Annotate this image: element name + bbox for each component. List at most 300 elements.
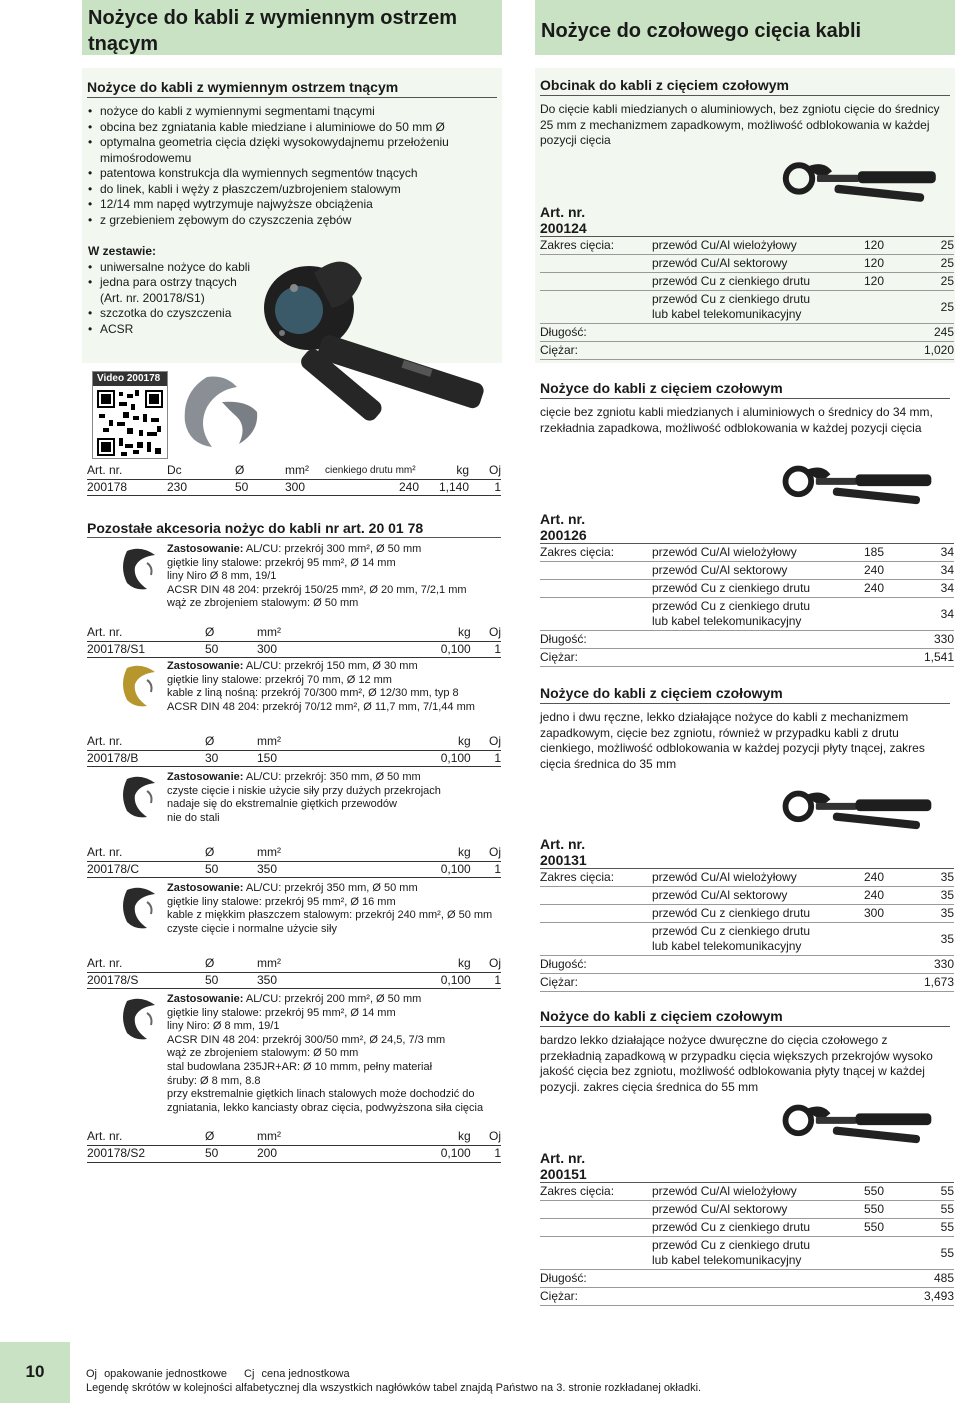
spec-cell: Ciężar: [540,1288,652,1306]
spec-row [540,324,954,342]
accessory-line: śruby: Ø 8 mm, 8.8 [167,1074,261,1087]
spec-cell: 550 [824,1183,884,1201]
left-banner: Nożyce do kabli z wymiennym ostrzem tnącym [82,0,502,55]
front-cutter-image [775,451,950,513]
accessory-line: Zastosowanie: AL/CU: przekrój 350 mm, Ø 50 mm [167,882,418,894]
accessory-row [87,861,501,878]
cj-abbr: Cj [244,1368,255,1380]
accessory-cell: 30 [205,750,257,767]
spec-cell: 34 [884,544,954,562]
spec-cell: 3,493 [884,1288,954,1306]
spec-cell: przewód Cu z cienkiego drutu [652,273,824,291]
spec-row [540,956,954,974]
spec-cell [540,562,652,580]
spec-row [540,1201,954,1219]
spec-cell [824,923,884,956]
accessory-header-cell: Ø [205,956,257,972]
spec-row [540,1237,954,1270]
spec-cell: 25 [884,291,954,324]
accessory-row [87,972,501,989]
spec-cell [540,887,652,905]
accessory-line: kable z liną nośną: przekrój 70/300 mm², Ø 12/30 mm, typ 8 [167,687,459,700]
accessory-line: giętkie liny stalowe: przekrój 95 mm², Ø 14 mm [167,1006,396,1019]
spec-row [540,342,954,360]
spec-cell: przewód Cu z cienkiego drutu lub kabel telekomunikacyjny [652,291,824,324]
feature-item: • z grzebieniem zębowym do czyszczenia zębów [88,213,502,229]
accessory-row [87,641,501,658]
art-number-block [540,204,954,360]
accessory-line: Zastosowanie: AL/CU: przekrój 150 mm, Ø 30 mm [167,660,418,672]
accessory-header-cell: Art. nr. [87,956,205,972]
accessory-line: zgniatania, lekko kanciasty obraz cięcia, podwyższona siła cięcia [167,1101,484,1114]
accessory-description [167,993,501,1115]
front-cutter-image [775,1090,950,1152]
spec-cell: 1,541 [884,649,954,667]
blade-icon [117,773,165,821]
accessory-line: wąż ze zbrojeniem stalowym: Ø 50 mm [167,597,359,610]
spec-cell: Długość: [540,1270,652,1288]
kit-item: • uniwersalne nożyce do kabli [88,260,252,276]
spec-table [540,237,954,360]
spec-cell: Zakres cięcia: [540,869,652,887]
art-number-block [540,1150,954,1306]
main-product-table [87,463,501,496]
accessory-header-cell: mm² [257,845,395,861]
accessory-header-cell: Art. nr. [87,845,205,861]
accessory-cell: 50 [205,972,257,989]
spec-cell: 120 [824,255,884,273]
accessory-header-cell: Ø [205,1129,257,1145]
accessory-cell: 1 [471,641,501,658]
spec-cell: 35 [884,923,954,956]
spec-cell [652,974,824,992]
spec-cell: przewód Cu z cienkiego drutu lub kabel telekomunikacyjny [652,598,824,631]
accessory-line: giętkie liny stalowe: przekrój 95 mm², Ø 14 mm [167,556,396,569]
accessory-description [167,771,501,825]
accessory-table [87,1129,501,1162]
accessory-header-cell: Oj [471,956,501,972]
spec-cell: 240 [824,562,884,580]
left-section-title: Nożyce do kabli z wymiennym ostrzem tnącym [87,78,497,98]
spec-cell: Zakres cięcia: [540,544,652,562]
spec-cell [540,580,652,598]
left-intro-block [82,68,502,363]
spec-row [540,923,954,956]
accessory-cell: 1 [471,1145,501,1162]
oj-abbr: Oj [86,1368,97,1380]
art-label: Art. nr. [540,204,586,220]
accessory-image [117,995,165,1048]
accessory-header-cell: Ø [205,625,257,641]
accessory-cell: 0,100 [395,1145,471,1162]
spec-cell: 240 [824,887,884,905]
spec-cell: 55 [884,1201,954,1219]
footer-legend: Legendę skrótów w kolejności alfabetycznej dla wszystkich nagłówków tabel znajdą Państwo na 3. stronie rozkładanej okładki. [86,1382,702,1394]
spec-cell: 240 [824,869,884,887]
accessory-image [117,545,165,598]
spec-cell [540,1201,652,1219]
blade-icon [117,662,165,710]
spec-cell [824,974,884,992]
feature-item: • patentowa konstrukcja dla wymiennych segmentów tnących [88,166,502,182]
cell-dia: 50 [235,479,285,496]
accessory-header-cell: Art. nr. [87,734,205,750]
right-column [535,0,955,1303]
spec-cell: 25 [884,273,954,291]
accessory-cell: 200 [257,1145,395,1162]
spec-cell: przewód Cu/Al wielożyłowy [652,869,824,887]
spec-cell: przewód Cu/Al wielożyłowy [652,237,824,255]
art-label: Art. nr. [540,511,586,527]
accessory-header-cell: kg [395,845,471,861]
spec-cell [540,905,652,923]
accessory-table [87,956,501,989]
cell-art: 200178 [87,479,167,496]
spec-cell [540,598,652,631]
accessory-cell: 200178/S2 [87,1145,205,1162]
accessory-header-cell: mm² [257,734,395,750]
accessory-image [117,884,165,937]
spec-cell: 185 [824,544,884,562]
spec-row [540,869,954,887]
accessory-row [87,750,501,767]
accessory-table [87,625,501,658]
accessory-cell: 1 [471,972,501,989]
accessory-header-row [87,734,501,750]
col-dia: Ø [235,463,285,479]
product-title: Nożyce do kabli z cięciem czołowym [540,379,950,399]
spec-row [540,887,954,905]
spec-cell [652,1288,824,1306]
accessory-header-cell: Oj [471,845,501,861]
kit-item: • szczotka do czyszczenia [88,306,252,322]
accessory-cell: 0,100 [395,972,471,989]
spec-cell: 245 [884,324,954,342]
footer [0,1342,960,1403]
cell-kg: 1,140 [425,479,469,496]
page-number: 10 [0,1342,70,1403]
front-cutter-image [775,776,950,838]
accessory-header-cell: Oj [471,625,501,641]
accessory-header-row [87,956,501,972]
kit-title: W zestawie: [88,244,157,259]
spec-cell: przewód Cu/Al wielożyłowy [652,544,824,562]
spec-cell: 55 [884,1237,954,1270]
blade-segments-image [177,372,267,452]
accessory-cell: 350 [257,861,395,878]
accessory-line: czyste cięcie i normalne użycie siły [167,922,337,935]
spec-cell [824,342,884,360]
accessory-description [167,882,501,936]
accessory-header-cell: mm² [257,1129,395,1145]
spec-cell [824,1288,884,1306]
spec-cell: 35 [884,905,954,923]
spec-cell: Ciężar: [540,649,652,667]
spec-cell [652,649,824,667]
spec-cell: 55 [884,1183,954,1201]
spec-cell: 55 [884,1219,954,1237]
col-thin: cienkiego drutu mm² [325,463,425,479]
accessory-cell: 350 [257,972,395,989]
accessory-line: giętkie liny stalowe: przekrój 95 mm², Ø 16 mm [167,895,396,908]
accessory-header-row [87,1129,501,1145]
feature-list [82,104,502,228]
product-title: Nożyce do kabli z cięciem czołowym [540,684,950,704]
spec-cell [652,324,824,342]
accessory-header-cell: kg [395,734,471,750]
accessory-line: kable z miękkim płaszczem stalowym: przekrój 240 mm², Ø 50 mm [167,909,493,922]
product-image [775,776,950,843]
cell-dc: 230 [167,479,235,496]
spec-cell [540,1237,652,1270]
accessory-row [87,1145,501,1162]
spec-row [540,631,954,649]
spec-cell [824,291,884,324]
spec-cell: Długość: [540,956,652,974]
product-description: cięcie bez zgniotu kabli miedzianych i aluminiowych o średnicy do 34 mm, rzekładnia zapadkowa, możliwość odblokowania w każdej pozycji cięcia [540,405,933,435]
oj-text: opakowanie jednostkowe [104,1368,227,1380]
spec-table [540,869,954,992]
spec-row [540,974,954,992]
blade-icon [117,884,165,932]
accessory-cell: 300 [257,641,395,658]
spec-table [540,1183,954,1306]
art-label: Art. nr. [540,1150,586,1166]
accessory-cell: 0,100 [395,861,471,878]
spec-cell: 550 [824,1219,884,1237]
spec-cell: Ciężar: [540,974,652,992]
accessory-header-cell: mm² [257,956,395,972]
accessories-title: Pozostałe akcesoria nożyc do kabli nr art. 20 01 78 [87,519,501,538]
accessory-header-cell: Art. nr. [87,1129,205,1145]
spec-cell: 35 [884,887,954,905]
accessory-header-cell: kg [395,625,471,641]
spec-row [540,1219,954,1237]
accessory-image [117,773,165,826]
accessory-header-row [87,845,501,861]
spec-cell: 300 [824,905,884,923]
accessory-cell: 200178/S [87,972,205,989]
accessory-line: nie do stali [167,811,220,824]
spec-cell [540,1219,652,1237]
accessory-cell: 50 [205,1145,257,1162]
spec-row [540,237,954,255]
product-image [775,1090,950,1157]
accessory-line: liny Niro Ø 8 mm, 19/1 [167,570,277,583]
cell-mm2: 300 [285,479,325,496]
spec-cell [540,923,652,956]
spec-cell: 1,673 [884,974,954,992]
art-number-block [540,511,954,667]
col-art: Art. nr. [87,463,167,479]
spec-row [540,580,954,598]
accessory-cell: 200178/C [87,861,205,878]
product-card [535,1007,955,1303]
accessory-header-cell: Oj [471,1129,501,1145]
accessory-cell: 1 [471,750,501,767]
col-kg: kg [425,463,469,479]
accessory-line: Zastosowanie: AL/CU: przekrój 200 mm², Ø 50 mm [167,993,422,1005]
accessory-cell: 200178/S1 [87,641,205,658]
spec-cell: przewód Cu/Al sektorowy [652,887,824,905]
spec-cell [540,255,652,273]
cell-oj: 1 [469,479,501,496]
spec-cell: Długość: [540,631,652,649]
accessory-line: ACSR DIN 48 204: przekrój 300/50 mm², Ø 24,5, 7/3 mm [167,1033,446,1046]
cell-thin: 240 [325,479,425,496]
spec-cell: Zakres cięcia: [540,1183,652,1201]
spec-cell: przewód Cu z cienkiego drutu lub kabel telekomunikacyjny [652,923,824,956]
spec-cell: Długość: [540,324,652,342]
footer-legend-line1 [86,1367,350,1381]
spec-cell: 25 [884,237,954,255]
art-number: 200151 [540,1166,954,1183]
front-cutter-image [775,148,955,210]
accessory-line: przy ekstremalnie giętkich linach stalowych może dochodzić do [167,1088,475,1101]
accessory-line: Zastosowanie: AL/CU: przekrój: 350 mm, Ø 50 mm [167,771,421,783]
col-oj: Oj [469,463,501,479]
spec-cell [824,324,884,342]
accessory-line: Zastosowanie: AL/CU: przekrój 300 mm², Ø 50 mm [167,543,422,555]
product-card [535,379,955,664]
left-column [82,0,502,1160]
spec-row [540,562,954,580]
accessory-cell: 50 [205,641,257,658]
accessory-header-row [87,625,501,641]
spec-cell [824,956,884,974]
spec-row [540,291,954,324]
spec-cell: 240 [824,580,884,598]
spec-cell [824,1237,884,1270]
spec-row [540,255,954,273]
art-number: 200126 [540,527,954,544]
blade-icon [117,995,165,1043]
accessory-cell: 50 [205,861,257,878]
spec-row [540,905,954,923]
spec-table [540,544,954,667]
spec-cell [652,342,824,360]
col-mm2: mm² [285,463,325,479]
spec-cell [652,1270,824,1288]
spec-cell: przewód Cu z cienkiego drutu lub kabel telekomunikacyjny [652,1237,824,1270]
qr-code-image [95,388,165,458]
feature-item: • 12/14 mm napęd wytrzymuje najwyższe obciążenia [88,197,502,213]
kit-item: • ACSR [88,322,252,338]
spec-cell [824,631,884,649]
accessory-cell: 150 [257,750,395,767]
accessory-header-cell: Ø [205,734,257,750]
right-banner: Nożyce do czołowego cięcia kabli [535,0,955,55]
spec-cell: przewód Cu z cienkiego drutu [652,905,824,923]
accessory-cell: 0,100 [395,641,471,658]
accessory-line: nadaje się do ekstremalnie giętkich przewodów [167,798,397,811]
art-number-block [540,836,954,992]
qr-block [92,371,168,459]
spec-row [540,649,954,667]
spec-cell: 25 [884,255,954,273]
product-image [775,451,950,518]
kit-item: • jedna para ostrzy tnących (Art. nr. 200178/S1) [88,275,252,306]
spec-cell: 34 [884,598,954,631]
spec-cell: przewód Cu/Al sektorowy [652,255,824,273]
cj-text: cena jednostkowa [261,1368,350,1380]
art-number: 200124 [540,220,954,237]
video-label: Video 200178 [93,372,167,386]
product-description: bardzo lekko działające nożyce dwuręczne do cięcia czołowego z przekładnią zapadkową w przypadku cięcia większych przekrojów wysoko jakość cięcia bez zgniotu, możliwość odblokowania płyty tnącej w każdej pozycji. zakres cięcia średnica do 55 mm [540,1033,933,1094]
spec-cell [824,1270,884,1288]
accessory-cell: 0,100 [395,750,471,767]
spec-cell: przewód Cu/Al wielożyłowy [652,1183,824,1201]
spec-row [540,598,954,631]
spec-row [540,273,954,291]
accessory-cell: 200178/B [87,750,205,767]
product-title: Obcinak do kabli z cięciem czołowym [540,76,950,96]
kit-list [82,260,252,338]
spec-cell: przewód Cu/Al sektorowy [652,1201,824,1219]
accessory-line: czyste cięcie i niskie użycie siły przy dużych przekrojach [167,784,441,797]
spec-cell [824,649,884,667]
accessory-header-cell: kg [395,956,471,972]
accessory-image [117,662,165,715]
accessory-description [167,543,501,611]
spec-cell: Ciężar: [540,342,652,360]
accessory-header-cell: kg [395,1129,471,1145]
accessory-line: giętkie liny stalowe: przekrój 70 mm, Ø 12 mm [167,673,392,686]
spec-cell [652,956,824,974]
spec-row [540,1288,954,1306]
spec-cell: 120 [824,237,884,255]
spec-cell: 34 [884,562,954,580]
product-card [535,684,955,989]
spec-cell: Zakres cięcia: [540,237,652,255]
accessory-header-cell: mm² [257,625,395,641]
spec-cell: 550 [824,1201,884,1219]
spec-row [540,544,954,562]
spec-cell: przewód Cu z cienkiego drutu [652,580,824,598]
accessory-description [167,660,501,714]
accessory-header-cell: Art. nr. [87,625,205,641]
accessory-line: wąż ze zbrojeniem stalowym: Ø 50 mm [167,1047,359,1060]
spec-row [540,1183,954,1201]
accessory-line: stal budowlana 235JR+AR: Ø 10 mmm, pełny materiał [167,1060,433,1073]
accessory-table [87,845,501,878]
spec-cell [540,291,652,324]
spec-cell: 35 [884,869,954,887]
accessory-line: liny Niro: Ø 8 mm, 19/1 [167,1020,280,1033]
accessory-header-cell: Oj [471,734,501,750]
spec-cell: 120 [824,273,884,291]
feature-item: • nożyce do kabli z wymiennymi segmentami tnącymi [88,104,502,120]
accessory-line: ACSR DIN 48 204: przekrój 150/25 mm², Ø 20 mm, 7/2,1 mm [167,583,467,596]
product-title: Nożyce do kabli z cięciem czołowym [540,1007,950,1027]
accessory-line: ACSR DIN 48 204: przekrój 70/12 mm², Ø 11,7 mm, 7/1,44 mm [167,700,475,713]
spec-cell: przewód Cu/Al sektorowy [652,562,824,580]
art-number: 200131 [540,852,954,869]
accessory-header-cell: Ø [205,845,257,861]
spec-cell [652,631,824,649]
feature-item: • optymalna geometria cięcia dzięki wysokowydajnemu przełożeniu mimośrodowemu [88,135,502,166]
product-description: Do cięcie kabli miedzianych o aluminiowych, bez zgniotu cięcie do średnicy 25 mm z mechanizmem zapadkowym, możliwość odblokowania w każdej pozycji cięcia [540,102,940,148]
spec-cell: 1,020 [884,342,954,360]
feature-item: • do linek, kabli i węży z płaszczem/uzbrojeniem stalowym [88,182,502,198]
art-label: Art. nr. [540,836,586,852]
spec-cell: 485 [884,1270,954,1288]
spec-cell: 330 [884,956,954,974]
col-dc: Dc [167,463,235,479]
product-description: jedno i dwu ręczne, lekko działające nożyce do kabli z mechanizmem zapadkowym, cięcie bez zgniotu, również w przypadku kabli z drutu cienkiego, możliwość odblokowania w każdej pozycji płyty tnącej, zakres cięcia średnica do 35 mm [540,710,925,771]
blade-icon [117,545,165,593]
cable-cutter-image [254,248,504,423]
